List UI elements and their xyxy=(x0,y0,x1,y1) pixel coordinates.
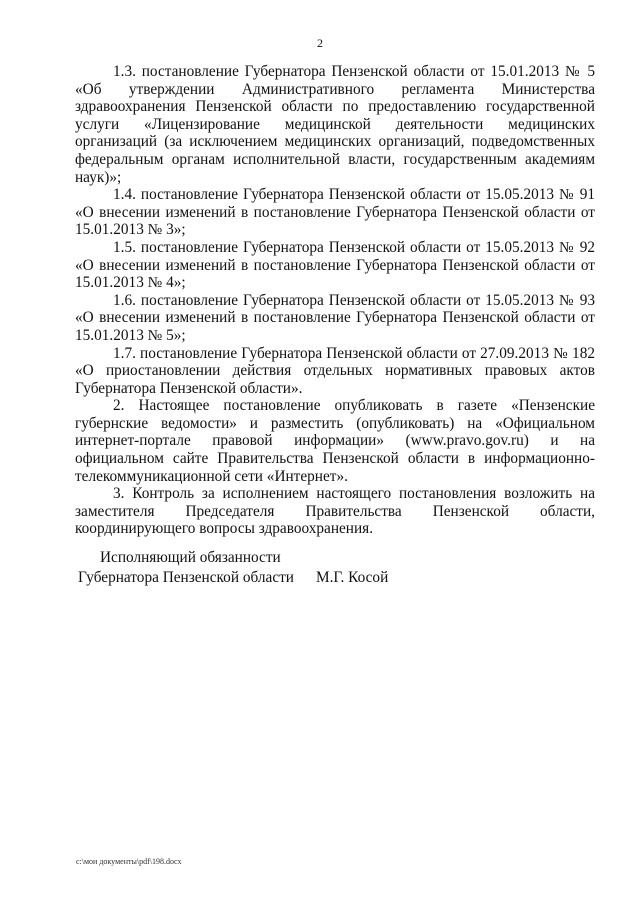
file-path-footer: c:\мои документы\pdf\198.docx xyxy=(76,857,182,866)
signatory-name: М.Г. Косой xyxy=(315,569,389,586)
paragraph-1-6: 1.6. постановление Губернатора Пензенской области от 15.05.2013 № 93 «О внесении изменений в постановление Губернатора Пензенской области от 15.01.2013 № 5»; xyxy=(75,291,595,344)
paragraph-1-4: 1.4. постановление Губернатора Пензенской области от 15.05.2013 № 91 «О внесении изменений в постановление Губернатора Пензенской области от 15.01.2013 № 3»; xyxy=(75,186,595,239)
paragraph-2: 2. Настоящее постановление опубликовать в газете «Пензенские губернские ведомости» и разместить (опубликовать) на «Официальном интернет-портале правовой информации» (www.pravo.gov.ru) и на официальном сайте Правительства Пензенской области в информационно-телекоммуникационной сети «Интернет». xyxy=(75,397,595,485)
document-body xyxy=(75,63,595,538)
paragraph-1-7: 1.7. постановление Губернатора Пензенской области от 27.09.2013 № 182 «О приостановлении действия отдельных нормативных правовых актов Губернатора Пензенской области». xyxy=(75,344,595,397)
signature-block xyxy=(78,548,498,588)
paragraph-3: 3. Контроль за исполнением настоящего постановления возложить на заместителя Председателя Правительства Пензенской области, координирующего вопросы здравоохранения. xyxy=(75,485,595,538)
page-number: 2 xyxy=(317,36,323,50)
signature-line2 xyxy=(78,568,498,588)
paragraph-1-5: 1.5. постановление Губернатора Пензенской области от 15.05.2013 № 92 «О внесении изменений в постановление Губернатора Пензенской области от 15.01.2013 № 4»; xyxy=(75,238,595,292)
signature-title-line2: Губернатора Пензенской области xyxy=(78,569,294,586)
paragraph-1-3: 1.3. постановление Губернатора Пензенской области от 15.01.2013 № 5 «Об утверждении Административного регламента Министерства здравоохранения Пензенской области по предоставлению государственной услуги «Лицензирование медицинской деятельности медицинских организаций (за исключением медицинских организаций, подведомственных федеральным органам исполнительной власти, государственным академиям наук)»; xyxy=(75,63,595,186)
signature-title-line1: Исполняющий обязанности xyxy=(100,549,281,566)
